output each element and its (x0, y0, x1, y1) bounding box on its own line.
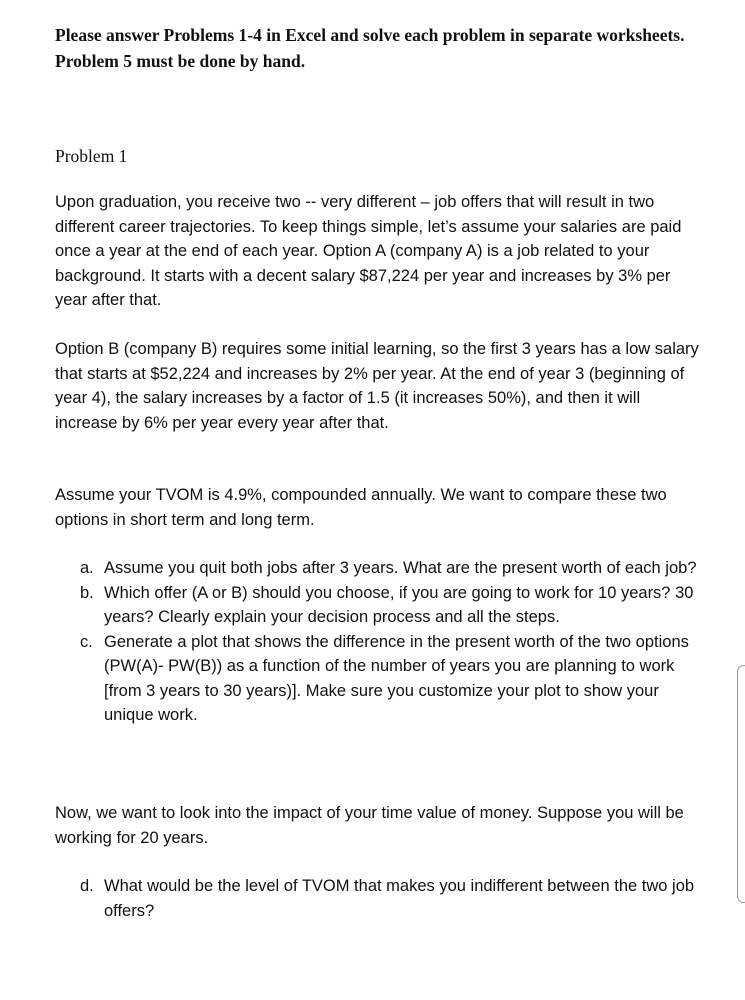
question-c (55, 630, 705, 728)
question-text: Which offer (A or B) should you choose, if you are going to work for 10 years? 30 years? Clearly explain your decision process and all the steps. (104, 583, 694, 626)
problem-title: Problem 1 (55, 146, 128, 166)
paragraph-time-value: Now, we want to look into the impact of your time value of money. Suppose you will be working for 20 years. (55, 804, 684, 847)
question-marker: c. (80, 632, 93, 651)
question-text: Assume you quit both jobs after 3 years. What are the present worth of each job? (104, 559, 697, 577)
question-marker: b. (80, 583, 94, 602)
paragraph-option-b: Option B (company B) requires some initial learning, so the first 3 years has a low salary that starts at $52,224 and increases by 2% per year. At the end of year 3 (beginning of year 4), the salary increases by a factor of 1.5 (it increases 50%), and then it will increase by 6% per year every year after that. (55, 340, 699, 432)
paragraph-tvom: Assume your TVOM is 4.9%, compounded annually. We want to compare these two options in short term and long term. (55, 486, 667, 529)
question-marker: d. (80, 877, 94, 895)
question-list (55, 556, 705, 728)
question-text: What would be the level of TVOM that makes you indifferent between the two job offers? (104, 877, 695, 920)
question-d (55, 874, 705, 923)
paragraph-intro: Upon graduation, you receive two -- very different – job offers that will result in two different career trajectories. To keep things simple, let’s assume your salaries are paid once a year at the end of each year. Option A (company A) is a job related to your background. It starts with a decent salary $87,224 per year and increases by 3% per year after that. (55, 193, 682, 309)
question-b (55, 581, 705, 630)
question-text: Generate a plot that shows the difference in the present worth of the two options (PW(A)- PW(B)) as a function of the number of years you are planning to work [from 3 years to 30 years)]. Make sure you customize your plot to show your unique work. (104, 632, 689, 724)
scrollbar-edge[interactable] (737, 665, 745, 903)
question-list-d (55, 874, 705, 923)
question-a (55, 556, 705, 581)
instructions-header: Please answer Problems 1-4 in Excel and solve each problem in separate worksheets. Problem 5 must be done by hand. (55, 25, 685, 71)
question-marker: a. (80, 559, 94, 577)
